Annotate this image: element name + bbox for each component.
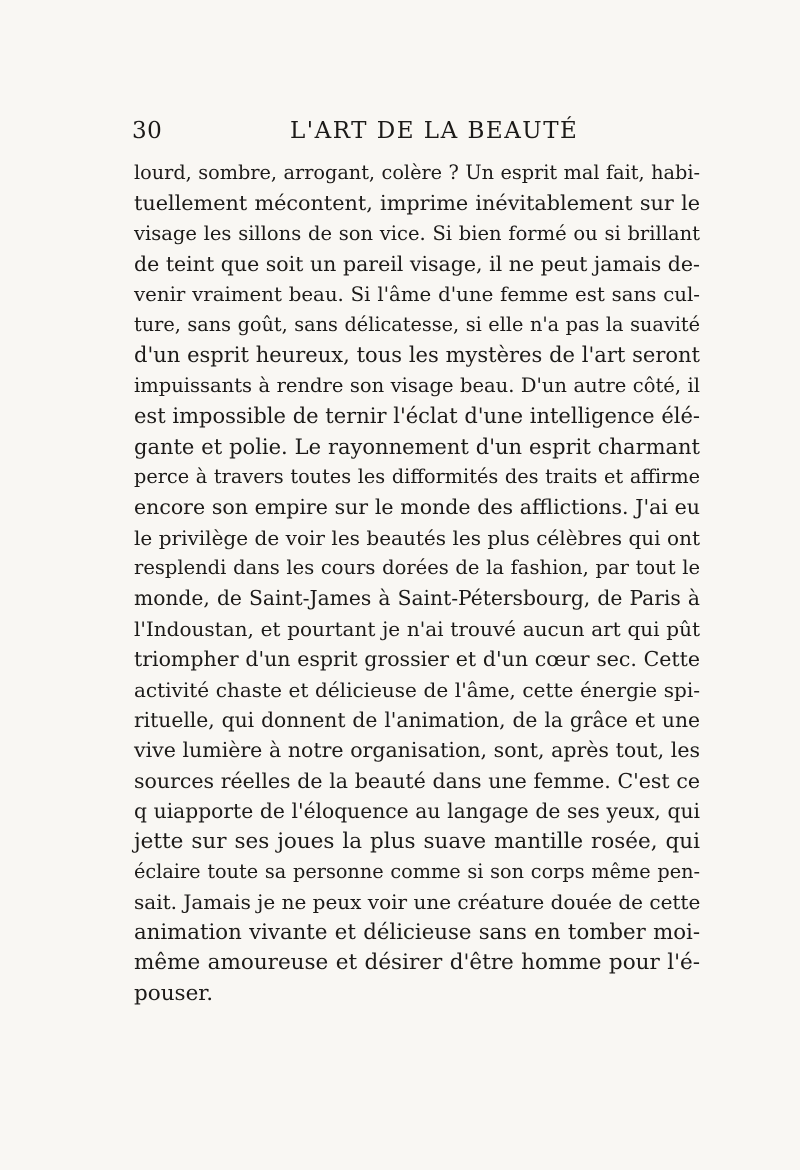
- text-line: q uiapporte de l'éloquence au langage de ses yeux, qui: [134, 799, 700, 824]
- text-line: sait. Jamais je ne peux voir une créature douée de cette: [134, 890, 701, 915]
- text-line: animation vivante et délicieuse sans en tomber moi-: [134, 919, 700, 945]
- text-line: rituelle, qui donnent de l'animation, de la grâce et une: [134, 708, 700, 733]
- text-line: jette sur ses joues la plus suave mantille rosée, qui: [134, 828, 700, 854]
- text-line: d'un esprit heureux, tous les mystères de l'art seront: [134, 343, 700, 368]
- text-line: visage les sillons de son vice. Si bien formé ou si brillant: [134, 221, 700, 245]
- text-line: sources réelles de la beauté dans une femme. C'est ce: [134, 768, 700, 793]
- text-line: encore son empire sur le monde des afflictions. J'ai eu: [134, 495, 700, 520]
- body-text: [134, 158, 700, 1009]
- text-line: l'Indoustan, et pourtant je n'ai trouvé aucun art qui pût: [134, 616, 700, 641]
- text-line: venir vraiment beau. Si l'âme d'une femme est sans cul-: [134, 282, 700, 306]
- text-line: de teint que soit un pareil visage, il ne peut jamais de-: [134, 252, 700, 277]
- text-line: le privilège de voir les beautés les plus célèbres qui ont: [134, 525, 700, 550]
- text-line: activité chaste et délicieuse de l'âme, cette énergie spi-: [134, 677, 700, 702]
- text-line: triompher d'un esprit grossier et d'un cœur sec. Cette: [134, 647, 700, 672]
- text-line: même amoureuse et désirer d'être homme pour l'é-: [134, 950, 700, 976]
- running-title: L'ART DE LA BEAUTÉ: [290, 118, 579, 144]
- text-line: perce à travers toutes les difformités des traits et affirme: [134, 464, 700, 488]
- text-line: gante et polie. Le rayonnement d'un esprit charmant: [134, 434, 700, 459]
- text-line: ture, sans goût, sans délicatesse, si elle n'a pas la suavité: [134, 312, 700, 336]
- text-line: éclaire toute sa personne comme si son corps même pen-: [134, 859, 700, 883]
- page-number: 30: [132, 118, 163, 144]
- text-line: vive lumière à notre organisation, sont, après tout, les: [134, 738, 700, 763]
- text-line: lourd, sombre, arrogant, colère ? Un esprit mal fait, habi-: [134, 161, 700, 184]
- text-line: impuissants à rendre son visage beau. D'un autre côté, il: [134, 373, 700, 397]
- text-line: tuellement mécontent, imprime inévitablement sur le: [134, 191, 700, 216]
- text-line: monde, de Saint-James à Saint-Pétersbourg, de Paris à: [134, 586, 700, 611]
- text-line-last: pouser.: [134, 980, 214, 1006]
- text-line: est impossible de ternir l'éclat d'une intelligence élé-: [134, 404, 700, 429]
- text-line: resplendi dans les cours dorées de la fashion, par tout le: [134, 556, 700, 580]
